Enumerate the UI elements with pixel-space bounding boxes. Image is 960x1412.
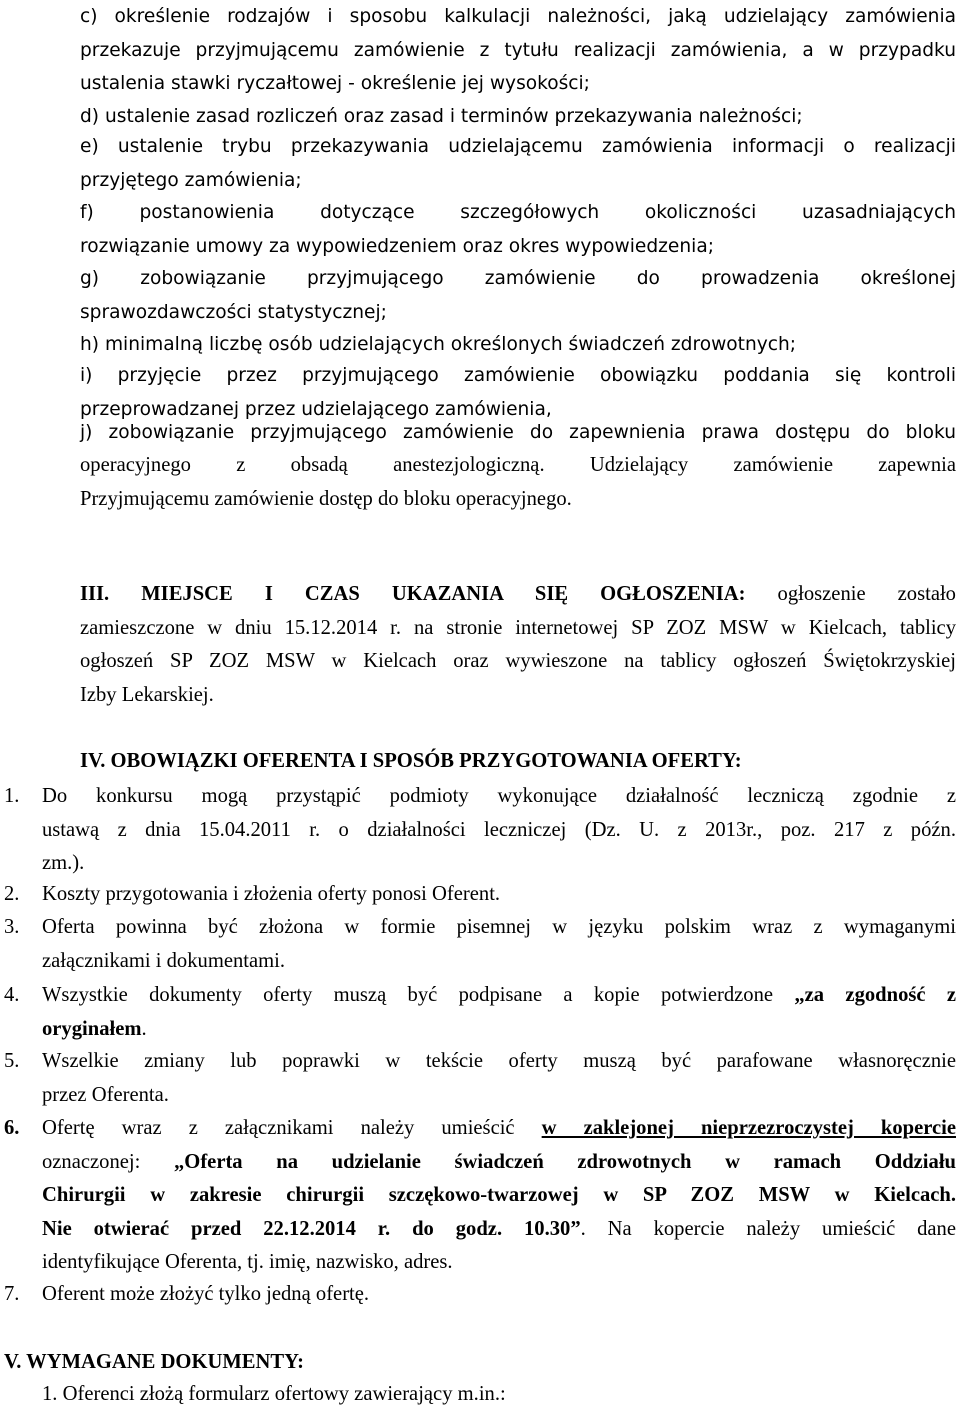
text-span: ogłoszenie zostało [777,583,956,605]
section-4-item-7 [4,1278,956,1312]
list-item-e [80,130,956,197]
bold-span: oryginałem [42,1017,142,1040]
section-5-heading [4,1346,880,1380]
text-span: Wszystkie dokumenty oferty muszą być podpisane a kopie potwierdzone [42,984,774,1006]
section-4-item-2 [4,878,956,912]
text-line: Do konkursu mogą przystąpić podmioty wykonujące działalność leczniczą zgodnie z [42,785,956,807]
text-line: przeprowadzanej przez udzielającego zamówienia, [80,398,552,420]
item-number: 3. [4,916,20,938]
text-line: Przyjmującemu zamówienie dostęp do bloku operacyjnego. [80,487,572,510]
text-line: Oferta powinna być złożona w formie pisemnej w języku polskim wraz z wymaganymi [42,916,956,938]
text-line: Wszelkie zmiany lub poprawki w tekście oferty muszą być parafowane własnoręcznie [42,1050,956,1072]
item-number: 4. [4,984,20,1006]
section-4-heading-text: IV. OBOWIĄZKI OFERENTA I SPOSÓB PRZYGOTOWANIA OFERTY: [80,750,742,772]
section-3-heading: III. MIEJSCE I CZAS UKAZANIA SIĘ OGŁOSZENIA: [80,583,746,605]
text-line: zm.). [42,852,85,874]
text-line: 1. Oferenci złożą formularz ofertowy zawierający m.in.: [42,1383,506,1405]
item-number: 2. [4,883,20,905]
underlined-span: w zaklejonej nieprzezroczystej kopercie [541,1117,956,1139]
text-line: d) ustalenie zasad rozliczeń oraz zasad i terminów przekazywania należności; [80,106,803,127]
text-line: ustalenia stawki ryczałtowej - określenie jej wysokości; [80,73,590,94]
list-item-d [80,100,956,134]
text-line: Izby Lekarskiej. [80,683,214,706]
text-line: g) zobowiązanie przyjmującego zamówienie do prowadzenia określonej [80,268,956,289]
text-span: . [141,1017,147,1040]
section-4-heading [80,745,956,779]
text-line [42,1213,956,1247]
text-line: Koszty przygotowania i złożenia oferty ponosi Oferent. [42,883,501,905]
item-number: 6. [4,1117,20,1139]
list-item-g [80,262,956,329]
section-4-item-3 [4,911,956,978]
text-span: . Na kopercie należy umieścić dane [580,1217,956,1240]
text-line [42,1179,956,1213]
item-number: 5. [4,1050,20,1072]
text-line: przez Oferenta. [42,1083,169,1106]
text-line: sprawozdawczości statystycznej; [80,301,387,323]
text-line: ustawą z dnia 15.04.2011 r. o działalności leczniczej (Dz. U. z 2013r., poz. 217 z późn. [42,818,956,841]
bold-span: Chirurgii w zakresie chirurgii szczękowo-twarzowej w SP ZOZ MSW w Kielcach. [42,1184,956,1206]
item-number: 1. [4,785,20,807]
text-line: przyjętego zamówienia; [80,169,302,191]
text-line: przekazuje przyjmującemu zamówienie z tytułu realizacji zamówienia, a w przypadku [80,39,956,61]
text-line [42,979,956,1013]
text-span: oznaczonej: [42,1150,141,1173]
text-line: i) przyjęcie przez przyjmującego zamówienie obowiązku poddania się kontroli [80,365,956,386]
list-item-f [80,196,956,263]
text-line [42,1146,956,1180]
bold-span: Nie otwierać przed 22.12.2014 r. do godz. 10.30” [42,1217,581,1240]
text-line: operacyjnego z obsadą anestezjologiczną. Udzielający zamówienie zapewnia [80,454,956,476]
list-item-c [80,0,956,101]
text-span: zamieszczone w dniu 15.12.2014 r. [80,616,402,639]
bold-span: „Oferta na udzielanie świadczeń zdrowotnych w ramach Oddziału [174,1150,956,1173]
section-4-item-5 [4,1045,956,1112]
section-3 [80,578,956,712]
section-3-line-1 [80,578,956,612]
text-line: identyfikujące Oferenta, tj. imię, nazwisko, adres. [42,1251,453,1273]
item-number: 7. [4,1283,20,1305]
section-5-item-1 [42,1378,918,1412]
list-item-j-continued [80,449,956,516]
text-line: załącznikami i dokumentami. [42,949,286,972]
text-line: h) minimalną liczbę osób udzielających określonych świadczeń zdrowotnych; [80,334,797,355]
text-span: Ofertę wraz z załącznikami należy umieścić [42,1117,515,1139]
section-4-item-6 [4,1112,956,1280]
text-line: f) postanowienia dotyczące szczegółowych okoliczności uzasadniających [80,202,956,223]
text-line [42,1112,956,1146]
text-span: na stronie internetowej SP ZOZ MSW w Kielcach, tablicy [413,616,956,639]
section-4-item-4 [4,979,956,1046]
section-5-heading-text: V. WYMAGANE DOKUMENTY: [4,1351,304,1373]
list-item-j [80,416,956,450]
text-line: Oferent może złożyć tylko jedną ofertę. [42,1283,370,1305]
text-line: c) określenie rodzajów i sposobu kalkulacji należności, jaką udzielający zamówienia [80,6,956,27]
text-line [42,1013,956,1047]
text-line: rozwiązanie umowy za wypowiedzeniem oraz okres wypowiedzenia; [80,235,714,257]
list-item-h [80,328,956,362]
bold-span: „za zgodność z [794,984,956,1006]
text-line: ogłoszeń SP ZOZ MSW w Kielcach oraz wywieszone na tablicy ogłoszeń Świętokrzyskiej [80,650,956,672]
section-3-line-2 [80,612,956,646]
text-line: j) zobowiązanie przyjmującego zamówienie do zapewnienia prawa dostępu do bloku [80,422,956,443]
section-4-item-1 [4,780,956,881]
text-line: e) ustalenie trybu przekazywania udzielającemu zamówienia informacji o realizacji [80,136,956,157]
